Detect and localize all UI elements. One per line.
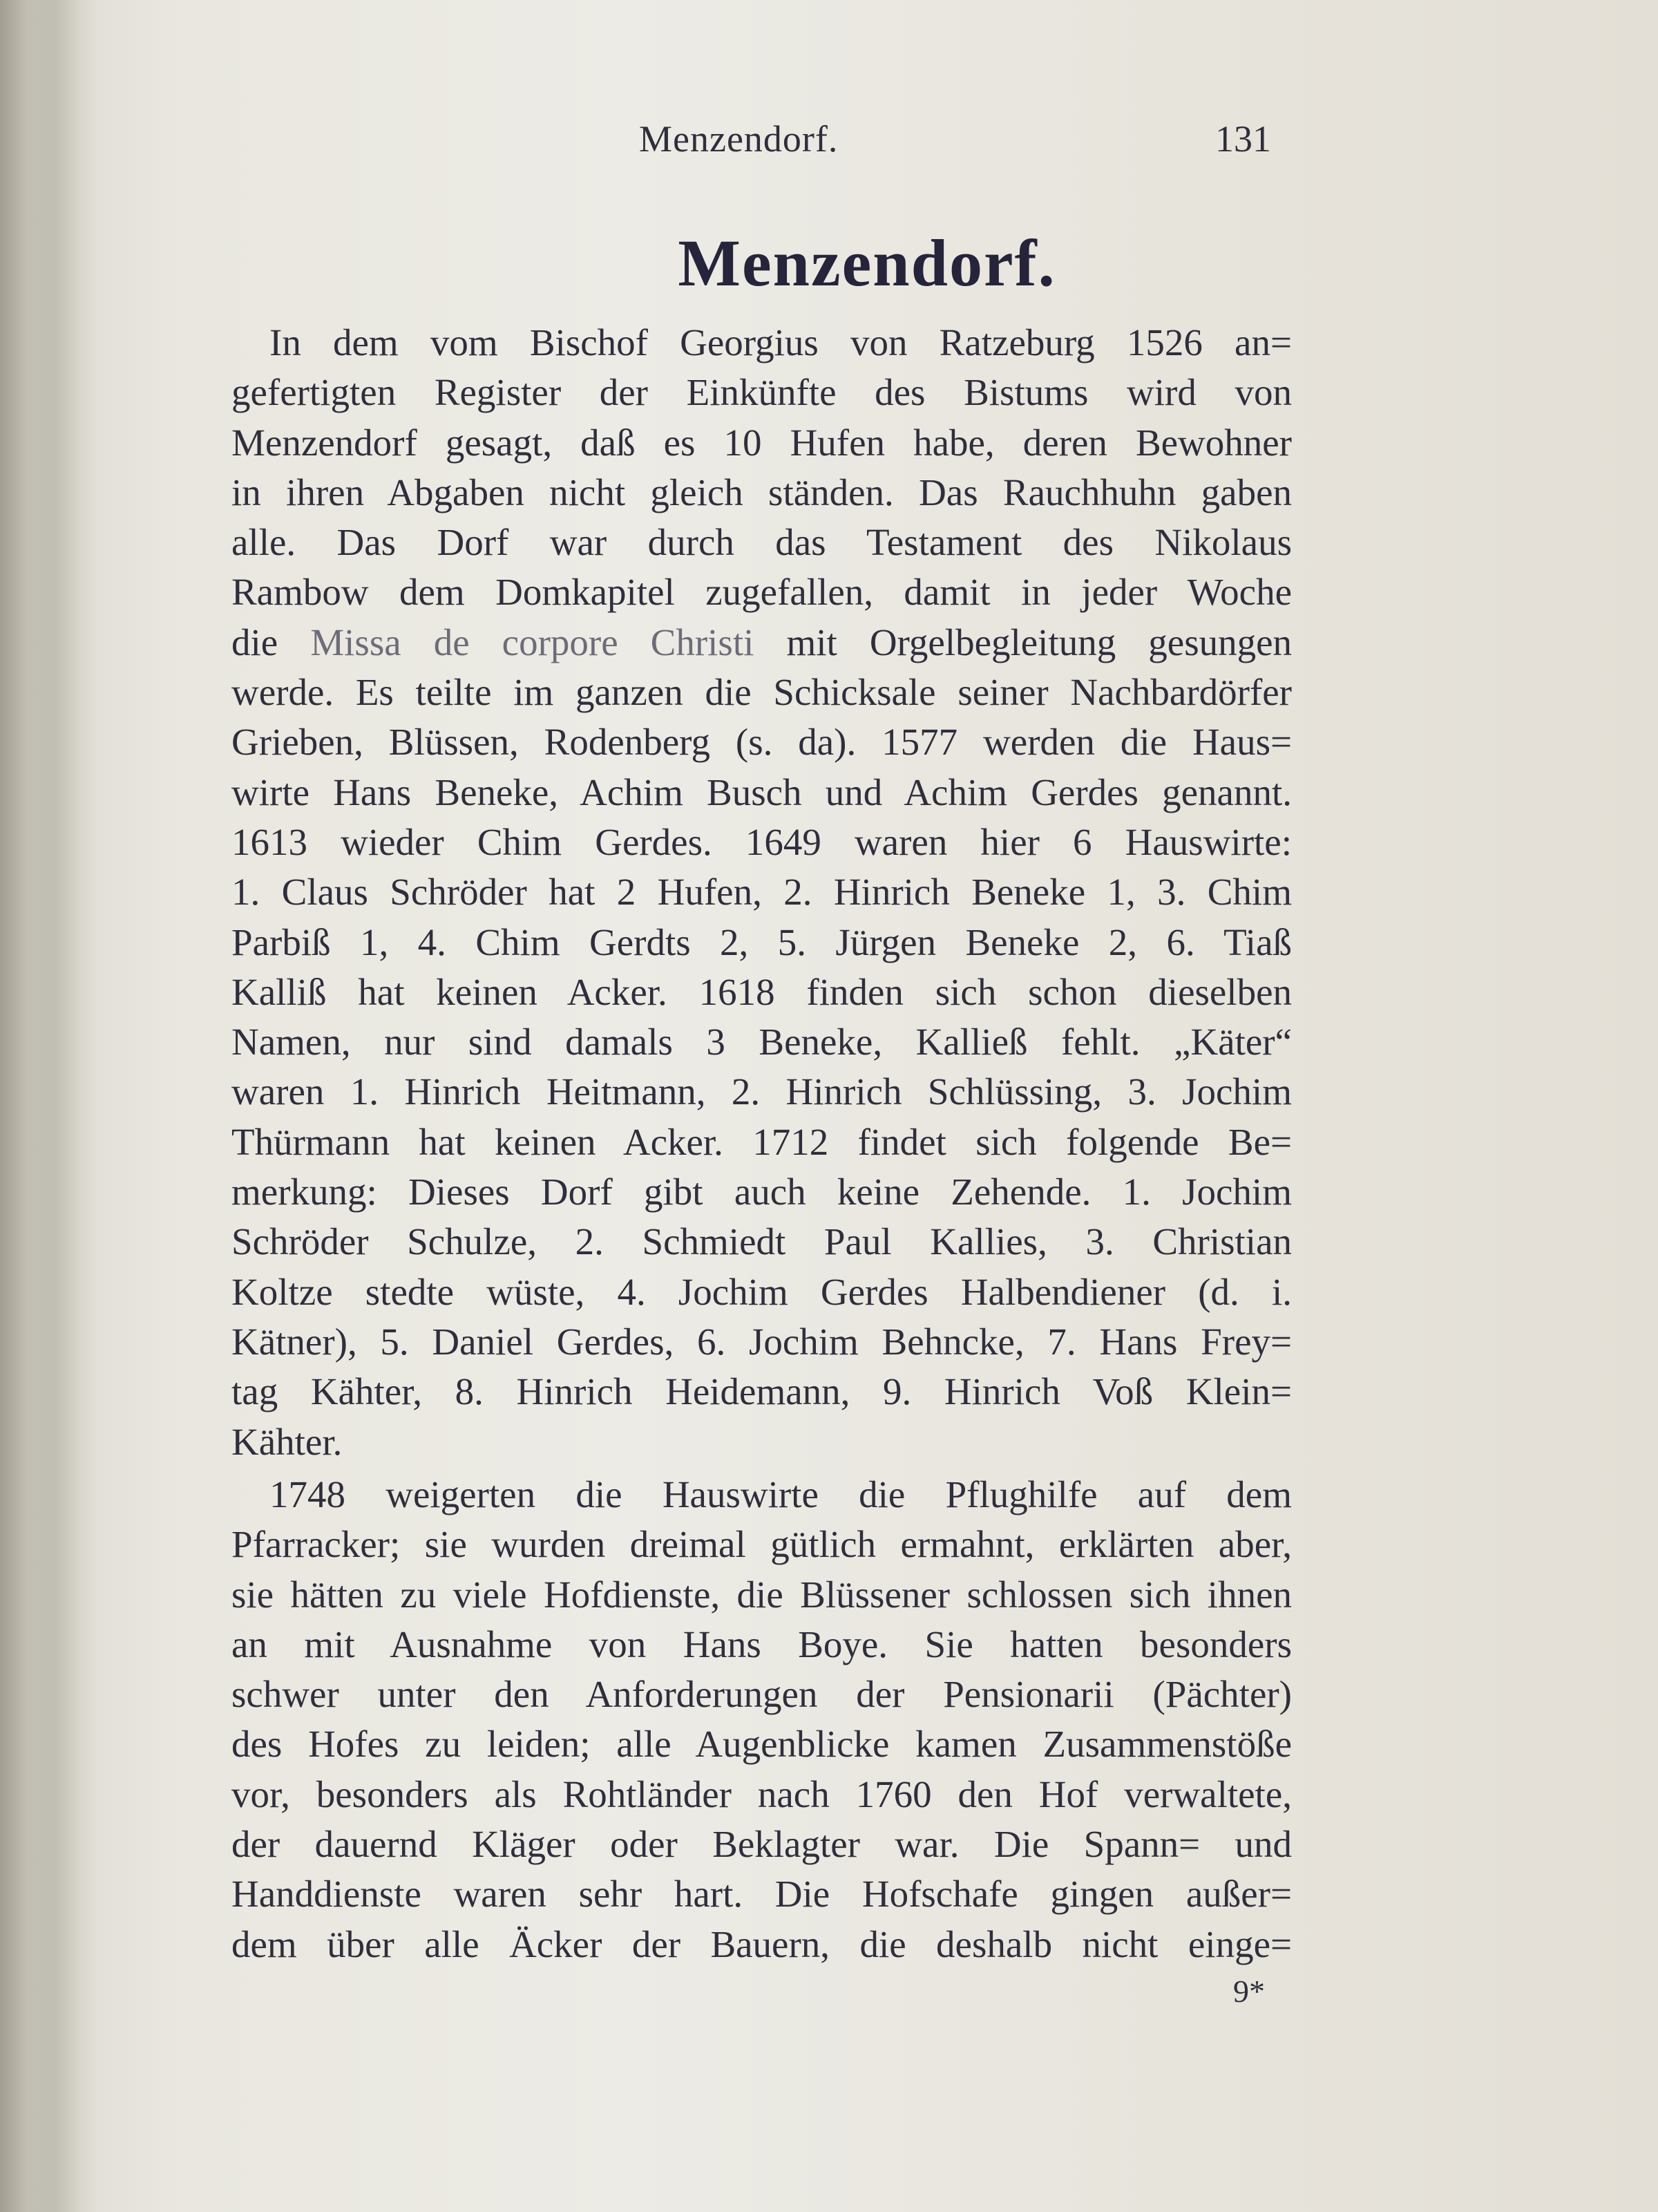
- text-line: Pfarracker; sie wurden dreimal gütlich ermahnt, erklärten aber,: [231, 1523, 1292, 1566]
- text-line: Kalliß hat keinen Acker. 1618 finden sich schon dieselben: [231, 970, 1292, 1013]
- text-line: Menzendorf gesagt, daß es 10 Hufen habe, deren Bewohner: [231, 421, 1292, 464]
- text-line: Kätner), 5. Daniel Gerdes, 6. Jochim Behncke, 7. Hans Frey=: [231, 1320, 1292, 1363]
- page-header: [622, 117, 1271, 166]
- text-line: Thürmann hat keinen Acker. 1712 findet sich folgende Be=: [231, 1120, 1292, 1163]
- running-head: Menzendorf.: [639, 118, 839, 160]
- text-line: 1. Claus Schröder hat 2 Hufen, 2. Hinrich Beneke 1, 3. Chim: [231, 871, 1292, 914]
- text-line: 1613 wieder Chim Gerdes. 1649 waren hier 6 Hauswirte:: [231, 820, 1292, 863]
- text-line: der dauernd Kläger oder Beklagter war. Die Spann= und: [231, 1823, 1292, 1866]
- page-number: 131: [1215, 118, 1271, 160]
- text-line: Grieben, Blüssen, Rodenberg (s. da). 1577 werden die Haus=: [231, 721, 1292, 764]
- text-line: schwer unter den Anforderungen der Pensionarii (Pächter): [231, 1673, 1292, 1716]
- paragraph-1: [231, 318, 1292, 1467]
- text-line: Kähter.: [231, 1420, 343, 1463]
- text-line: alle. Das Dorf war durch das Testament des Nikolaus: [231, 521, 1292, 564]
- text-line: merkung: Dieses Dorf gibt auch keine Zehende. 1. Jochim: [231, 1171, 1292, 1213]
- latin-phrase: Missa de corpore Christi: [310, 621, 754, 663]
- text-line: tag Kähter, 8. Hinrich Heidemann, 9. Hinrich Voß Klein=: [231, 1370, 1292, 1413]
- book-gutter-shadow: [0, 0, 76, 2212]
- text-line: des Hofes zu leiden; alle Augenblicke kamen Zusammenstöße: [231, 1723, 1292, 1766]
- text-line: an mit Ausnahme von Hans Boye. Sie hatten besonders: [231, 1623, 1292, 1665]
- text-line: dem über alle Äcker der Bauern, die deshalb nicht einge=: [231, 1922, 1292, 1965]
- text-line: sie hätten zu viele Hofdienste, die Blüssener schlossen sich ihnen: [231, 1573, 1292, 1616]
- text-line: Koltze stedte wüste, 4. Jochim Gerdes Halbendiener (d. i.: [231, 1270, 1292, 1313]
- text-line: Parbiß 1, 4. Chim Gerdts 2, 5. Jürgen Beneke 2, 6. Tiaß: [231, 920, 1292, 963]
- text-line: Namen, nur sind damals 3 Beneke, Kalließ fehlt. „Käter“: [231, 1021, 1292, 1064]
- text-line: gefertigten Register der Einkünfte des Bistums wird von: [231, 371, 1292, 414]
- text-line: Schröder Schulze, 2. Schmiedt Paul Kallies, 3. Christian: [231, 1220, 1292, 1263]
- text-line: in ihren Abgaben nicht gleich ständen. Das Rauchhuhn gaben: [231, 471, 1292, 513]
- signature-mark: 9*: [1233, 1974, 1265, 2009]
- text-line: werde. Es teilte im ganzen die Schicksale seiner Nachbardörfer: [231, 671, 1292, 714]
- text-line: 1748 weigerten die Hauswirte die Pflughilfe auf dem: [269, 1473, 1292, 1515]
- chapter-title: Menzendorf.: [678, 226, 1056, 300]
- paragraph-2: [231, 1470, 1292, 1969]
- text-line: In dem vom Bischof Georgius von Ratzeburg 1526 an=: [269, 321, 1292, 363]
- text-line: die Missa de corpore Christi mit Orgelbegleitung gesungen: [231, 621, 1293, 663]
- text-line: Handdienste waren sehr hart. Die Hofschafe gingen außer=: [231, 1873, 1292, 1916]
- text-line: waren 1. Hinrich Heitmann, 2. Hinrich Schlüssing, 3. Jochim: [231, 1070, 1292, 1113]
- text-line: Rambow dem Domkapitel zugefallen, damit in jeder Woche: [231, 571, 1292, 614]
- text-line: vor, besonders als Rohtländer nach 1760 den Hof verwaltete,: [231, 1773, 1292, 1815]
- text-line: wirte Hans Beneke, Achim Busch und Achim Gerdes genannt.: [231, 771, 1292, 813]
